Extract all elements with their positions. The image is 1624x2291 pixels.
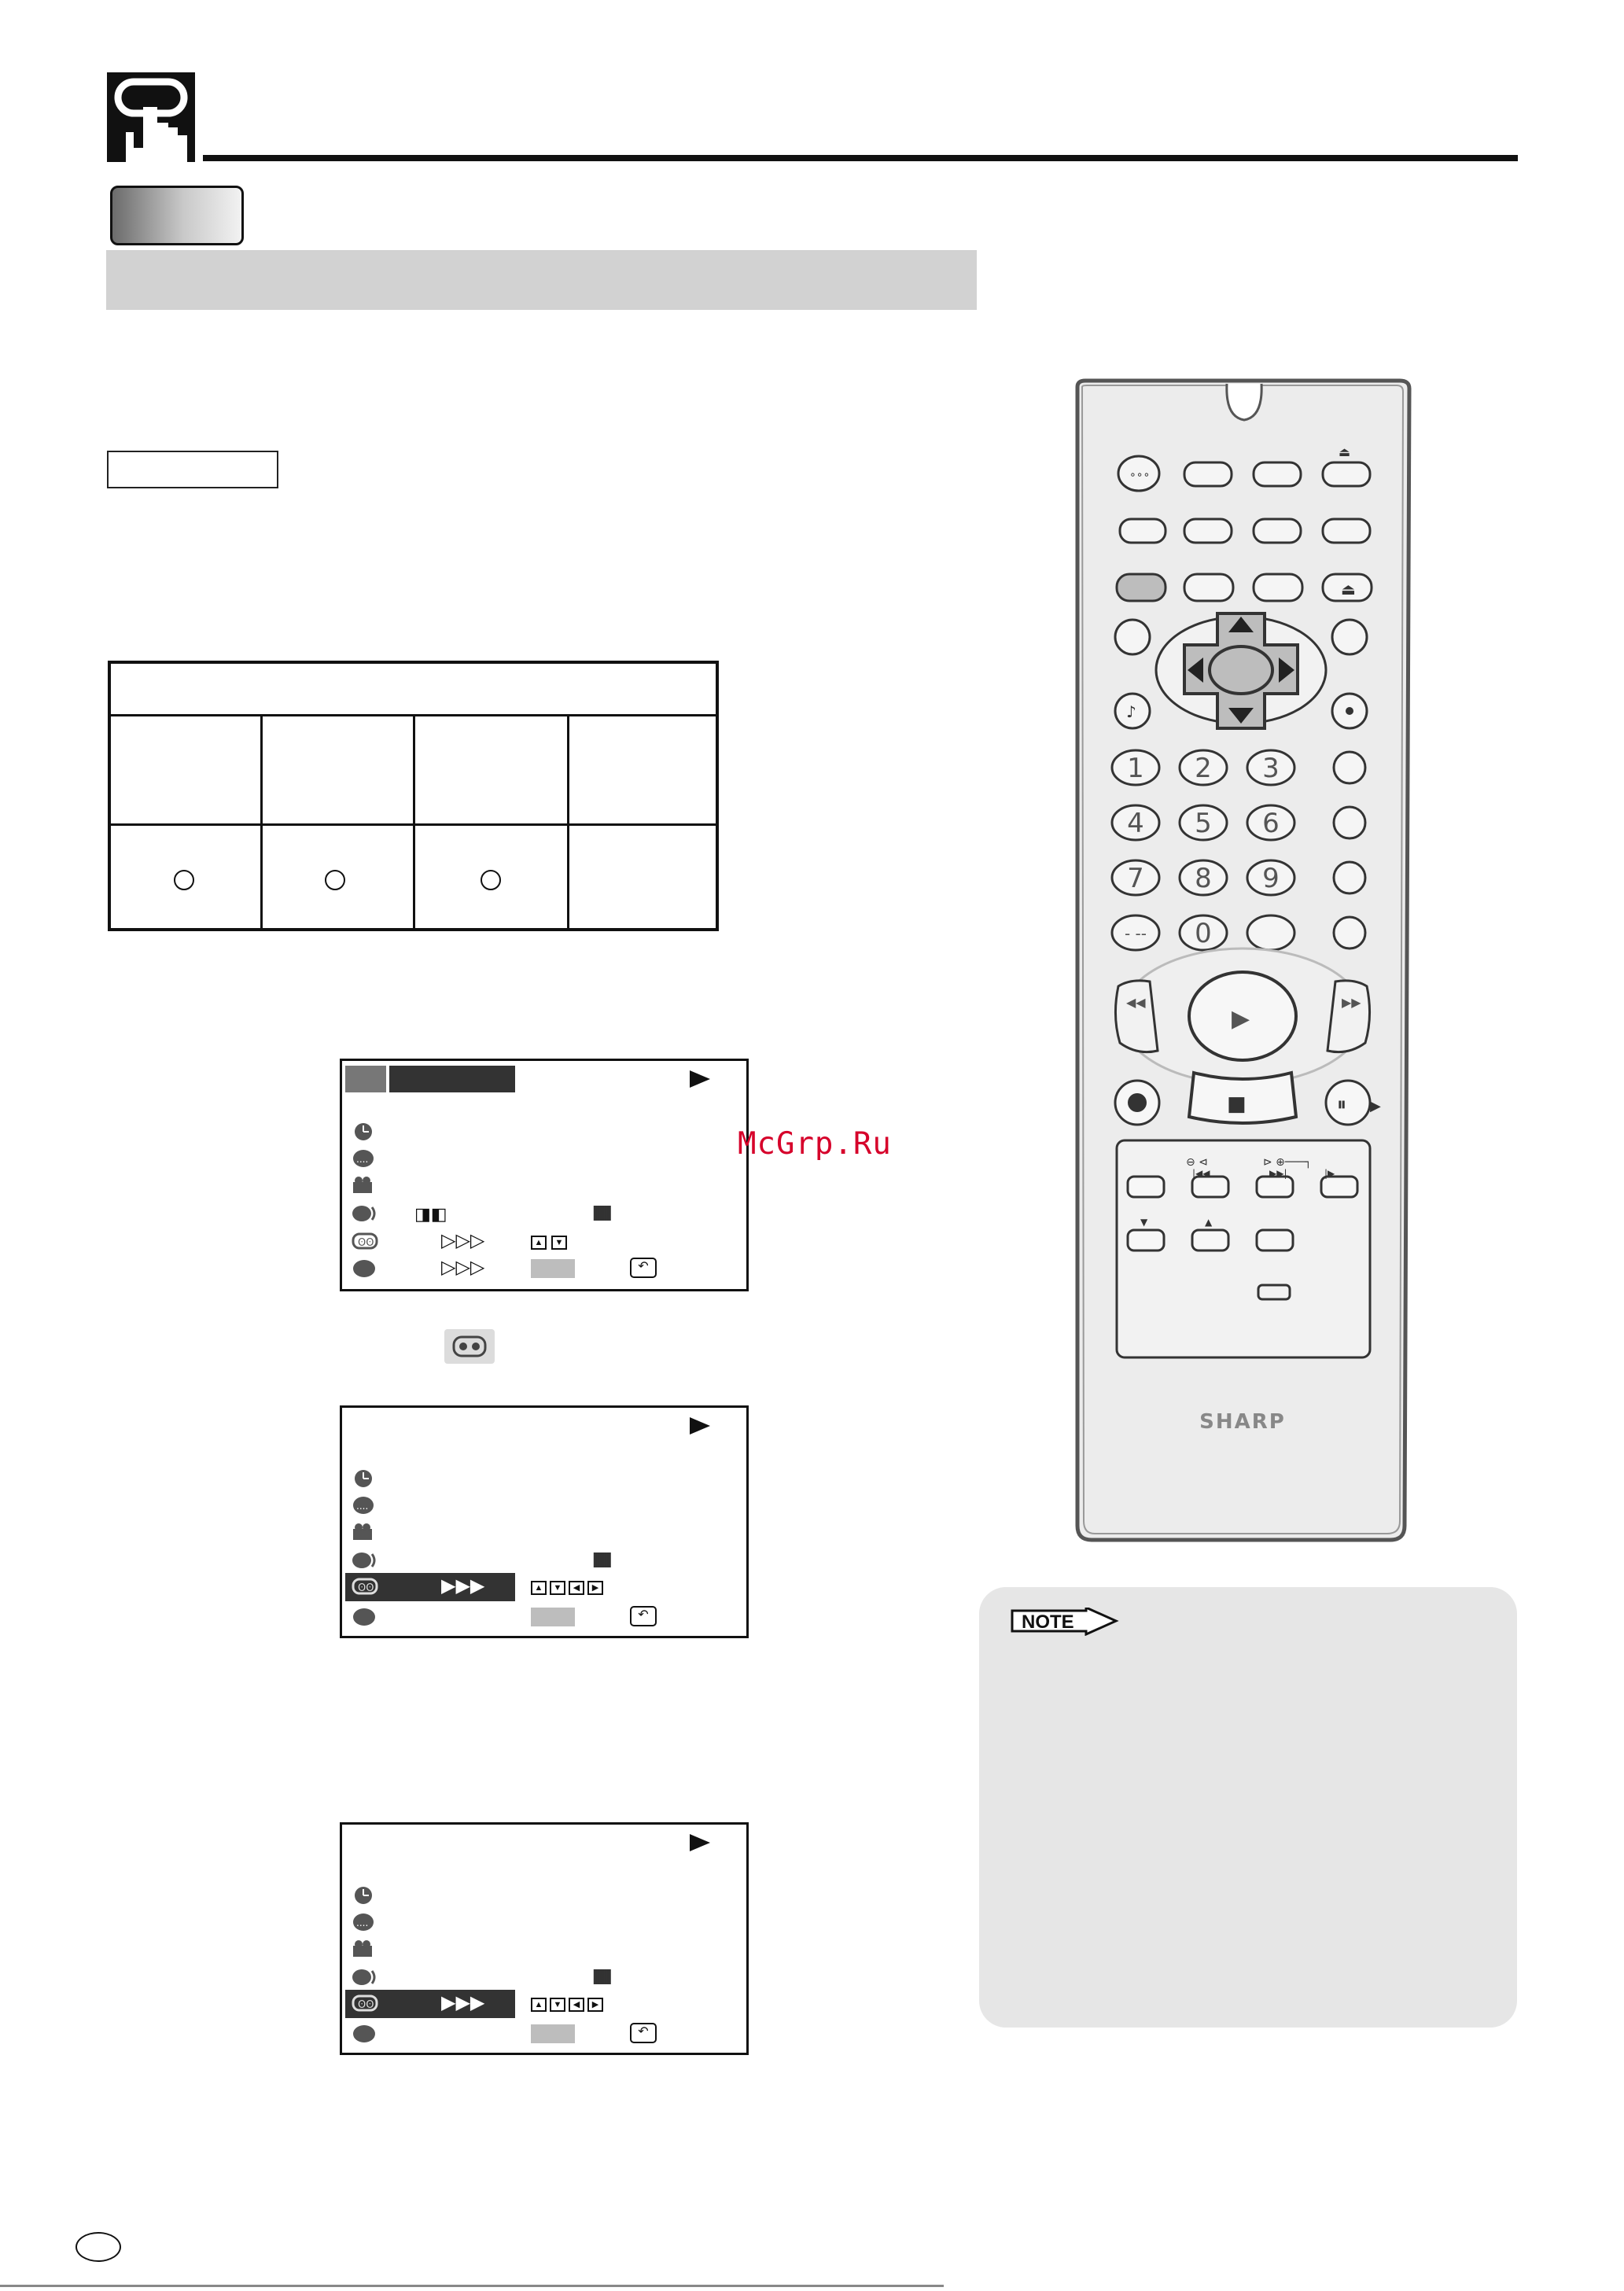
- subtitle-icon: [352, 1149, 375, 1168]
- disc-type-box: [107, 451, 278, 488]
- svg-text:⊖ ⊲: ⊖ ⊲: [1186, 1156, 1208, 1169]
- remote-control: [1054, 378, 1431, 1549]
- audio-icon: [352, 1204, 380, 1223]
- footer-rule: [0, 2285, 944, 2287]
- osd-screen-1: [340, 1059, 749, 1291]
- hand-pointer-icon: [107, 72, 195, 162]
- key-9: 9: [1262, 863, 1280, 894]
- picture-icon: [352, 2023, 377, 2043]
- svg-text:▶: ▶: [1370, 1098, 1381, 1114]
- svg-text:▶▶|: ▶▶|: [1269, 1168, 1287, 1179]
- level-bar: ||||||||||||||||||: [592, 1968, 609, 1985]
- return-key-icon: ↶: [630, 1258, 657, 1278]
- left-key-icon: ◀: [569, 1581, 584, 1595]
- svg-text:ʘʘ: ʘʘ: [358, 1582, 374, 1594]
- note-panel: [979, 1587, 1517, 2028]
- svg-text:....: ....: [356, 1917, 369, 1928]
- osd-screen-2: [340, 1405, 749, 1638]
- play-icon: ▶: [1232, 1005, 1250, 1033]
- svg-text:⏏: ⏏: [1339, 444, 1351, 459]
- watermark: McGrp.Ru: [738, 1126, 892, 1162]
- svg-text:◀◀: ◀◀: [1126, 995, 1146, 1010]
- subtitle-icon: [352, 1913, 375, 1932]
- compatibility-table: [108, 661, 719, 931]
- play-status-icon: [690, 1070, 710, 1088]
- surround-icon-inline: [444, 1329, 495, 1364]
- time-icon: [352, 1122, 375, 1141]
- camera-angle-icon: [352, 1523, 375, 1541]
- osd-header-title: [389, 1066, 515, 1092]
- header-rule: [203, 155, 1518, 161]
- note-label: [1011, 1608, 1121, 1636]
- svg-text:....: ....: [356, 1154, 369, 1165]
- down-key-icon: ▼: [550, 1581, 565, 1595]
- note-label-text: NOTE: [1022, 1611, 1074, 1633]
- key-dash: - --: [1124, 924, 1147, 943]
- picture-arrows: ▷▷▷: [441, 1257, 485, 1278]
- table-col-line: [260, 714, 263, 928]
- return-key-icon: ↶: [630, 2023, 657, 2043]
- camera-angle-icon: [352, 1939, 375, 1958]
- up-key-icon: ▲: [531, 1581, 547, 1595]
- up-key-icon: ▲: [531, 1998, 547, 2012]
- surround-arrows-selected: ▶▶▶: [441, 1992, 485, 2013]
- down-key-icon: ▼: [551, 1236, 567, 1250]
- surround-icon: [352, 1231, 380, 1251]
- stop-icon: ■: [1227, 1092, 1247, 1116]
- play-status-icon: [690, 1417, 710, 1435]
- section-title-band: [106, 250, 977, 310]
- level-bar: ||||||||||||||||||: [592, 1551, 609, 1568]
- audio-icon: [352, 1551, 380, 1570]
- audio-format-symbol: ◨◧: [414, 1204, 447, 1224]
- remote-brand-logo: SHARP: [1199, 1410, 1286, 1434]
- table-cell-check: [325, 870, 345, 890]
- key-2: 2: [1195, 753, 1212, 784]
- svg-text:....: ....: [356, 1501, 369, 1512]
- audio-icon: [352, 1968, 380, 1987]
- svg-text:|◀◀: |◀◀: [1192, 1168, 1210, 1179]
- language-badge: [75, 2232, 121, 2262]
- time-icon: [352, 1469, 375, 1488]
- table-col-line: [413, 714, 415, 928]
- key-7: 7: [1127, 863, 1144, 894]
- svg-text:⏸: ⏸: [1337, 1093, 1346, 1115]
- key-6: 6: [1262, 808, 1280, 839]
- picture-icon: [352, 1258, 377, 1278]
- surround-arrows-selected: ▶▶▶: [441, 1575, 485, 1597]
- left-key-icon: ◀: [569, 1998, 584, 2012]
- svg-text:▼: ▼: [1140, 1217, 1148, 1228]
- camera-angle-icon: [352, 1176, 375, 1195]
- svg-text:▲: ▲: [1205, 1217, 1213, 1228]
- key-5: 5: [1195, 808, 1212, 839]
- time-icon: [352, 1886, 375, 1905]
- right-key-icon: ▶: [587, 1581, 603, 1595]
- return-key-icon: ↶: [630, 1606, 657, 1626]
- key-1: 1: [1127, 753, 1144, 784]
- osd-header-tab: [345, 1066, 386, 1092]
- svg-text:ʘʘ: ʘʘ: [358, 1999, 374, 2011]
- svg-text:♪: ♪: [1126, 702, 1136, 721]
- surround-icon: [352, 1993, 380, 2013]
- key-8: 8: [1195, 863, 1212, 894]
- enter-key-icon: [531, 1608, 575, 1626]
- svg-text:▶▶: ▶▶: [1342, 995, 1361, 1010]
- enter-key-icon: [531, 1259, 575, 1278]
- chapter-tab: [110, 186, 244, 245]
- key-3: 3: [1262, 753, 1280, 784]
- down-key-icon: ▼: [550, 1998, 565, 2012]
- table-cell-check: [481, 870, 501, 890]
- svg-text:⏏: ⏏: [1341, 580, 1356, 599]
- level-bar: ||||||||||||||||||: [592, 1204, 609, 1221]
- enter-key-icon: [531, 2024, 575, 2043]
- subtitle-icon: [352, 1496, 375, 1515]
- key-4: 4: [1127, 808, 1144, 839]
- key-0: 0: [1195, 918, 1212, 949]
- up-key-icon: ▲: [531, 1236, 547, 1250]
- picture-icon: [352, 1606, 377, 1626]
- svg-text:∘∘∘: ∘∘∘: [1129, 469, 1151, 481]
- play-status-icon: [690, 1834, 710, 1851]
- table-cell-check: [174, 870, 194, 890]
- svg-text:ʘʘ: ʘʘ: [358, 1237, 374, 1249]
- svg-text:|▶: |▶: [1324, 1168, 1335, 1179]
- svg-text:⊳ ⊕───┐: ⊳ ⊕───┐: [1263, 1156, 1312, 1169]
- osd-screen-3: [340, 1822, 749, 2055]
- right-key-icon: ▶: [587, 1998, 603, 2012]
- surround-arrows: ▷▷▷: [441, 1230, 485, 1251]
- surround-icon: [352, 1576, 380, 1597]
- table-col-line: [567, 714, 569, 928]
